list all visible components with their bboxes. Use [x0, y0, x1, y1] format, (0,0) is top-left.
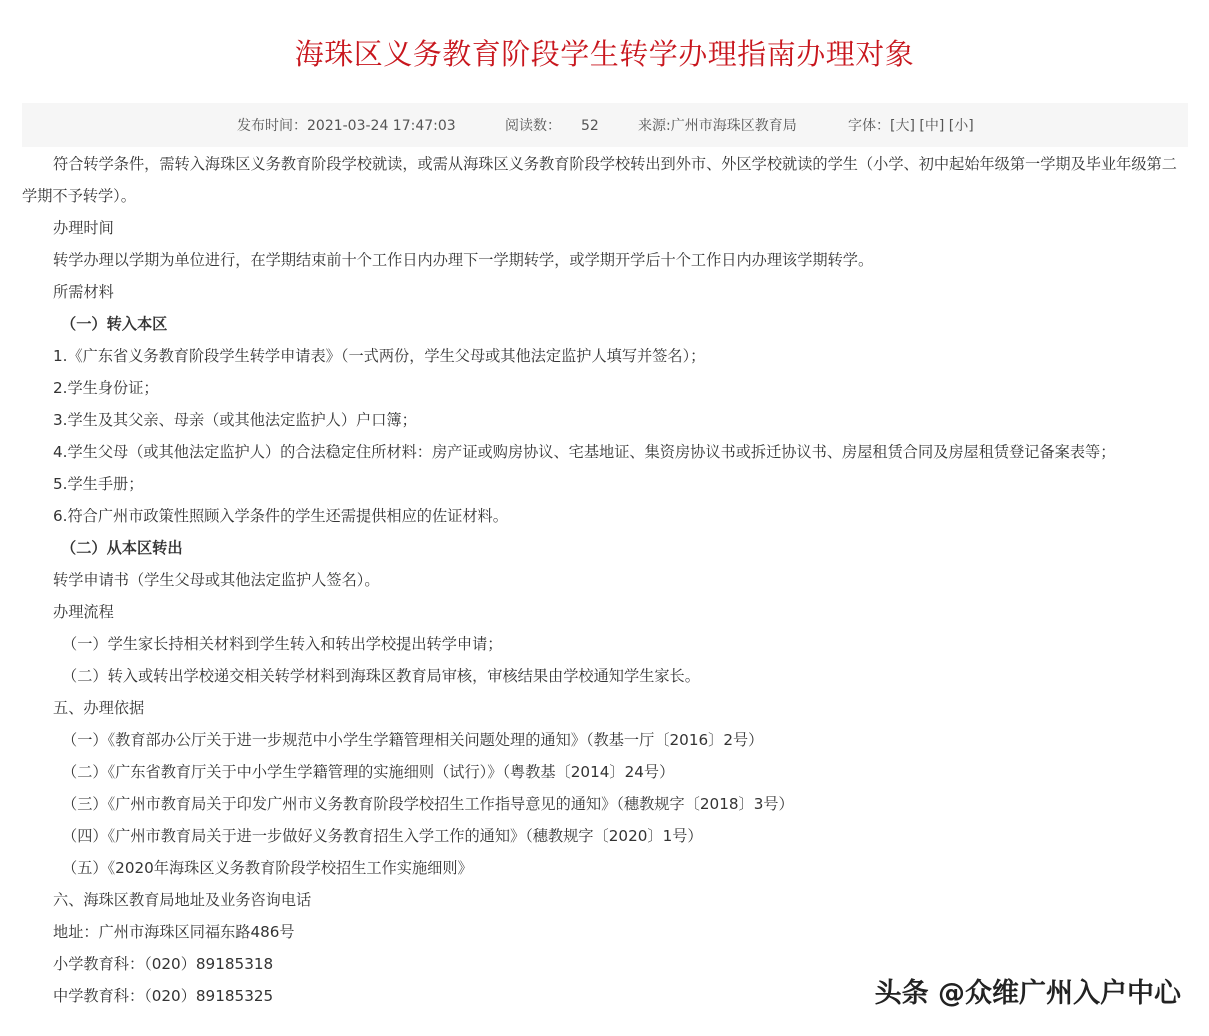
- list-item: （二）转入或转出学校递交相关转学材料到海珠区教育局审核，审核结果由学校通知学生家长。: [62, 667, 700, 685]
- paragraph-eligibility: 符合转学条件，需转入海珠区义务教育阶段学校就读，或需从海珠区义务教育阶段学校转出到外市、外区学校就读的学生（小学、初中起始年级第一学期及毕业年级第二学期不予转学）。: [22, 155, 1177, 205]
- list-item: （五）《2020年海珠区义务教育阶段学校招生工作实施细则》: [62, 859, 473, 877]
- heading-contact: 六、海珠区教育局地址及业务咨询电话: [53, 891, 312, 909]
- font-small-button[interactable]: [小]: [948, 118, 974, 134]
- paragraph-transfer-out: 转学申请书（学生父母或其他法定监护人签名）。: [53, 571, 380, 589]
- font-size-label: 字体：: [848, 118, 890, 134]
- contact-primary-phone: 小学教育科：（020）89185318: [53, 955, 274, 973]
- read-count-value: 52: [581, 118, 599, 134]
- contact-middle-phone: 中学教育科：（020）89185325: [53, 987, 274, 1005]
- list-item: 4.学生父母（或其他法定监护人）的合法稳定住所材料：房产证或购房协议、宅基地证、集资房协议书或拆迁协议书、房屋租赁合同及房屋租赁登记备案表等；: [53, 443, 1116, 461]
- list-item: 3.学生及其父亲、母亲（或其他法定监护人）户口簿；: [53, 411, 417, 429]
- section-transfer-in: （一）转入本区: [61, 315, 168, 333]
- article-title: 海珠区义务教育阶段学生转学办理指南办理对象: [294, 37, 915, 71]
- heading-materials: 所需材料: [53, 283, 114, 301]
- list-item: （一）学生家长持相关材料到学生转入和转出学校提出转学申请；: [62, 635, 503, 653]
- contact-address: 地址：广州市海珠区同福东路486号: [53, 923, 295, 941]
- font-medium-button[interactable]: [中]: [919, 118, 945, 134]
- read-count-label: 阅读数：: [505, 118, 561, 134]
- section-transfer-out: （二）从本区转出: [61, 539, 183, 557]
- heading-process: 办理流程: [53, 603, 114, 621]
- article-source: 来源:广州市海珠区教育局: [638, 118, 797, 134]
- heading-handling-time: 办理时间: [53, 219, 114, 237]
- list-item: （三）《广州市教育局关于印发广州市义务教育阶段学校招生工作指导意见的通知》（穗教规字〔2018〕3号）: [62, 795, 794, 813]
- list-item: 2.学生身份证；: [53, 379, 159, 397]
- article-body: [22, 148, 1188, 1012]
- list-item: 6.符合广州市政策性照顾入学条件的学生还需提供相应的佐证材料。: [53, 507, 508, 525]
- paragraph-handling-time: 转学办理以学期为单位进行，在学期结束前十个工作日内办理下一学期转学，或学期开学后十个工作日内办理该学期转学。: [53, 251, 874, 269]
- font-size-control: [848, 103, 974, 149]
- article-meta-bar: [22, 103, 1188, 147]
- list-item: （二）《广东省教育厅关于中小学生学籍管理的实施细则（试行）》（粤教基〔2014〕24号）: [62, 763, 675, 781]
- font-large-button[interactable]: [大]: [890, 118, 915, 134]
- watermark: 头条 @众维广州入户中心: [874, 978, 1181, 1009]
- publish-time: 发布时间：2021-03-24 17:47:03: [237, 118, 456, 134]
- list-item: （一）《教育部办公厅关于进一步规范中小学生学籍管理相关问题处理的通知》（教基一厅〔2016〕2号）: [62, 731, 764, 749]
- list-item: （四）《广州市教育局关于进一步做好义务教育招生入学工作的通知》（穗教规字〔2020〕1号）: [62, 827, 703, 845]
- list-item: 1.《广东省义务教育阶段学生转学申请表》（一式两份，学生父母或其他法定监护人填写并签名）；: [53, 347, 706, 365]
- list-item: 5.学生手册；: [53, 475, 144, 493]
- heading-basis: 五、办理依据: [53, 699, 145, 717]
